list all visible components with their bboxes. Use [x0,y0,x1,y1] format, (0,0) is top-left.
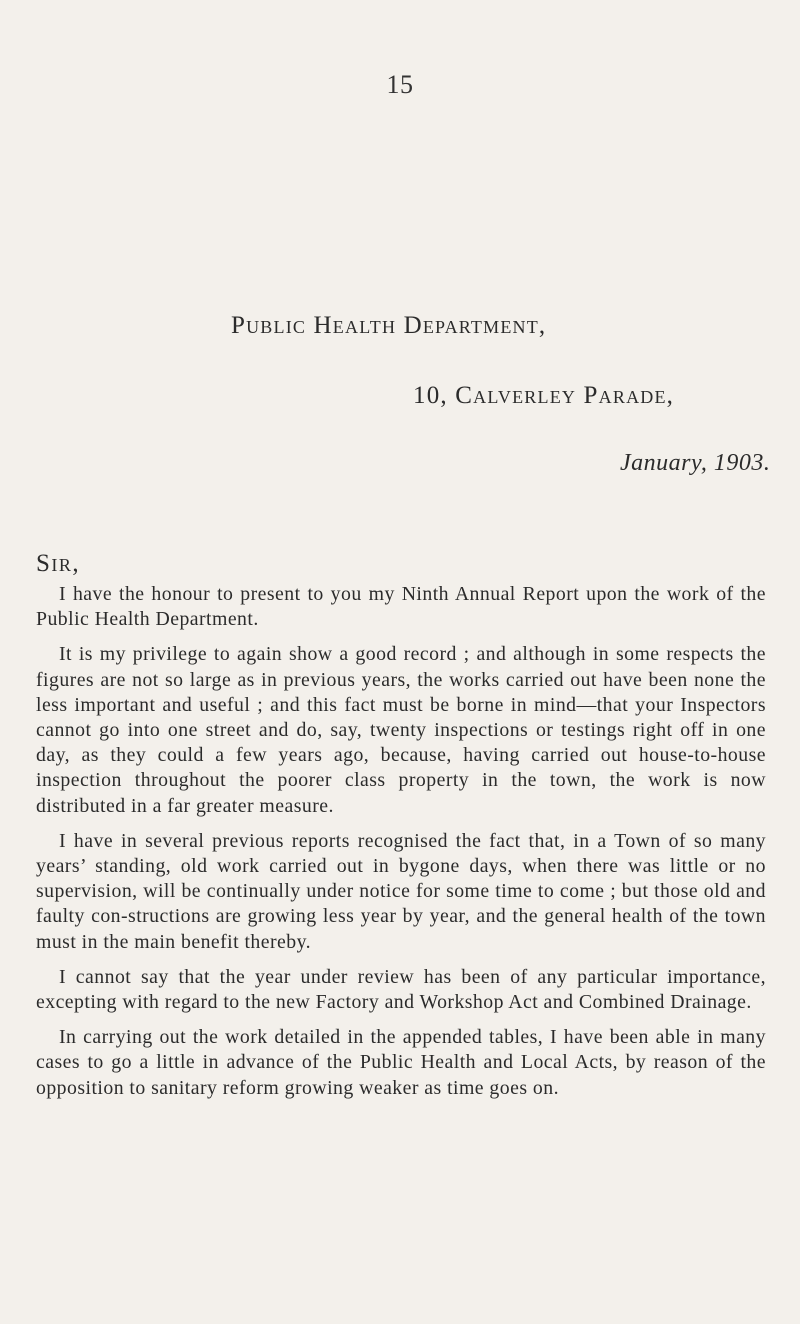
paragraph: I cannot say that the year under review has been of any particular importance, excepting with regard to the new Factory and Workshop Act and Combined Drainage. [36,965,766,1014]
page-number: 15 [386,70,414,99]
salutation: Sir, [36,550,81,577]
paragraph: I have the honour to present to you my Ninth Annual Report upon the work of the Public Health Department. [36,583,766,631]
department-heading: Public Health Department, [231,312,547,339]
address-line: 10, Calverley Parade, [413,382,675,409]
letter-body [36,582,766,1111]
paragraph: In carrying out the work detailed in the appended tables, I have been able in many cases to go a little in advance of the Public Health and Local Acts, by reason of the opposition to sanitary reform growing weaker as time goes on. [36,1026,766,1099]
paragraph: I have in several previous reports recognised the fact that, in a Town of so many years’ standing, old work carried out in bygone days, when there was little or no supervision, will be continually under notice for some time to come ; but those old and faulty con-structions are growing less year by year, and the general health of the town must in the main benefit thereby. [36,829,766,953]
paragraph: It is my privilege to again show a good record ; and although in some respects the figures are not so large as in previous years, the works carried out have been none the less important and useful ; and this fact must be borne in mind—that your Inspectors cannot go into one street and do, say, twenty inspections or testings right off in one day, as they could a few years ago, because, having carried out house-to-house inspection throughout the poorer class property in the town, the work is now distributed in a far greater measure. [36,643,766,817]
letter-date: January, 1903. [620,450,771,476]
